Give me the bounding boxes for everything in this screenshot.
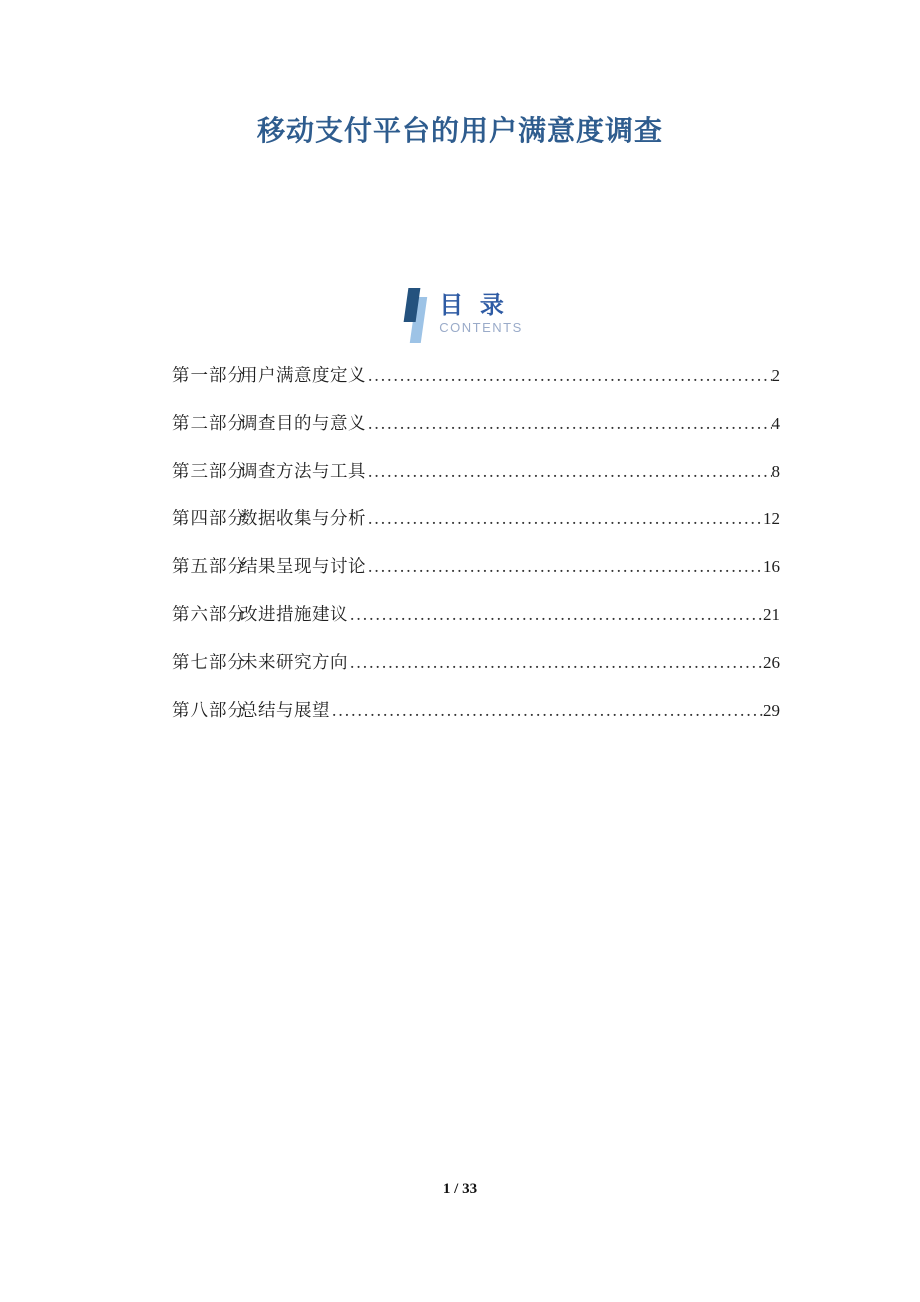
- toc-dots-leader: [366, 448, 772, 496]
- toc-entry-page: 16: [763, 557, 780, 577]
- toc-dots-leader: [348, 591, 763, 639]
- toc-entry[interactable]: [172, 639, 780, 687]
- toc-heading: 目 录: [439, 292, 506, 319]
- toc-entry-title: 改进措施建议: [240, 603, 348, 624]
- toc-list: [172, 352, 780, 734]
- toc-dots-leader: [330, 687, 763, 735]
- toc-entry-title: 用户满意度定义: [240, 365, 366, 385]
- toc-entry-label: 第七部分: [172, 651, 246, 672]
- footer-page-indicator: 1 / 33: [442, 1181, 478, 1197]
- toc-ribbon-icon: [397, 283, 439, 351]
- toc-entry[interactable]: [172, 543, 780, 591]
- toc-entry-label: 第四部分: [172, 508, 246, 529]
- toc-entry-label: 第二部分: [172, 412, 246, 433]
- toc-entry-label: 第三部分: [172, 460, 246, 481]
- toc-dots-leader: [366, 352, 772, 400]
- toc-entry[interactable]: [172, 591, 780, 639]
- toc-dots-leader: [366, 543, 763, 591]
- toc-entry-page: 8: [771, 461, 780, 481]
- toc-entry[interactable]: [172, 687, 780, 735]
- toc-entry-title: 调查方法与工具: [240, 460, 366, 481]
- toc-entry-title: 调查目的与意义: [240, 412, 366, 433]
- toc-entry[interactable]: [172, 400, 780, 448]
- toc-entry-title: 未来研究方向: [240, 651, 348, 672]
- toc-entry-title: 结果呈现与讨论: [240, 556, 366, 577]
- toc-entry-title: 总结与展望: [240, 699, 330, 720]
- toc-entry[interactable]: [172, 495, 780, 543]
- toc-entry-page: 4: [771, 413, 780, 433]
- toc-entry-page: 12: [763, 509, 780, 529]
- toc-subheading: CONTENTS: [439, 320, 523, 335]
- toc-entry-label: 第八部分: [172, 699, 246, 720]
- toc-entry-label: 第六部分: [172, 603, 246, 624]
- toc-entry[interactable]: [172, 352, 780, 400]
- toc-entry[interactable]: [172, 448, 780, 496]
- toc-entry-title: 数据收集与分析: [240, 508, 366, 529]
- toc-entry-page: 29: [763, 700, 780, 720]
- toc-dots-leader: [366, 495, 763, 543]
- toc-entry-page: 21: [763, 604, 780, 624]
- toc-header: [0, 283, 920, 351]
- toc-header-text: [439, 283, 523, 336]
- toc-dots-leader: [366, 400, 772, 448]
- toc-entry-label: 第一部分: [172, 365, 246, 385]
- toc-dots-leader: [348, 639, 763, 687]
- toc-entry-page: 2: [771, 366, 780, 385]
- toc-entry-page: 26: [763, 652, 780, 672]
- document-title: 移动支付平台的用户满意度调查: [256, 115, 663, 146]
- toc-entry-label: 第五部分: [172, 556, 246, 577]
